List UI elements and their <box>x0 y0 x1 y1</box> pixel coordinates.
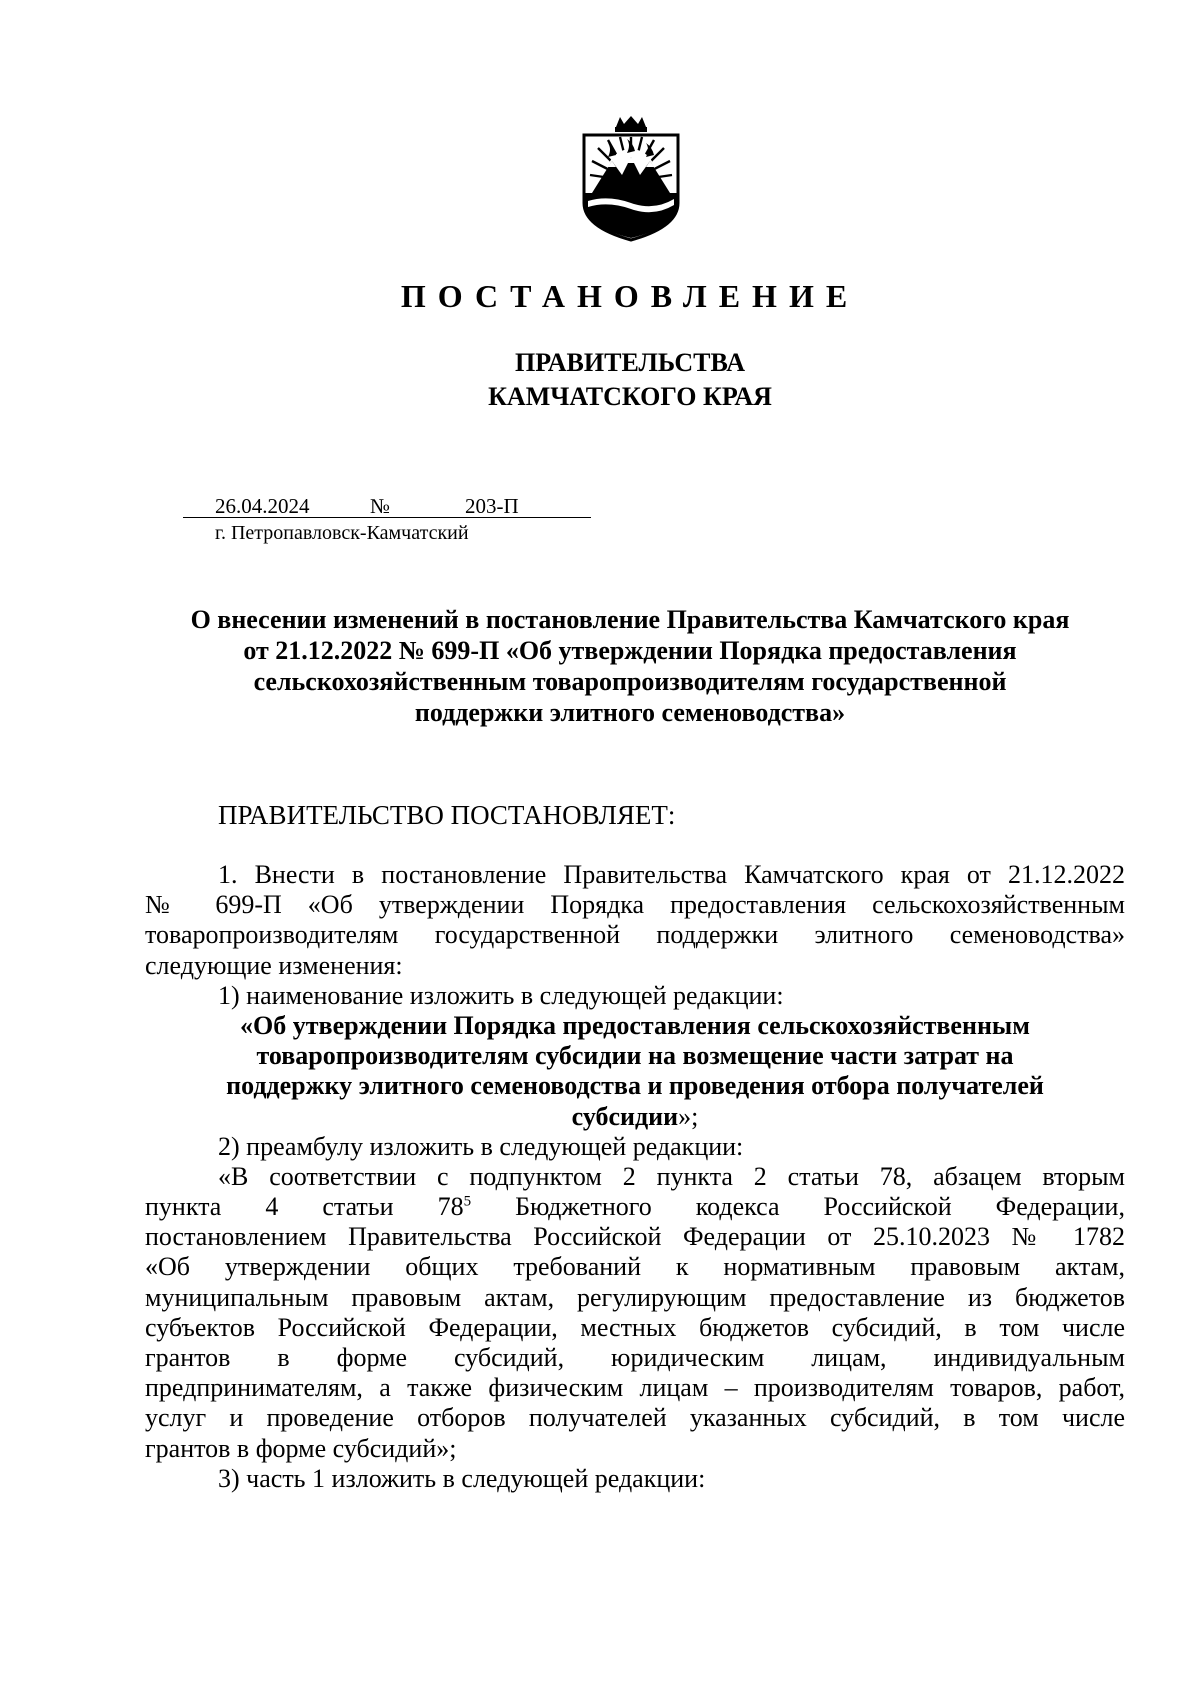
body-line: предпринимателям, а также физическим лицам – производителям товаров, работ, <box>145 1373 1125 1403</box>
body-line: следующие изменения: <box>145 950 403 980</box>
body-line: 1. Внести в постановление Правительства Камчатского края от 21.12.2022 <box>218 860 1125 889</box>
document-number: 203-П <box>465 494 519 518</box>
coat-of-arms-emblem <box>578 115 684 242</box>
document-date: 26.04.2024 <box>215 494 310 518</box>
title-line: О внесении изменений в постановление Правительства Камчатского края <box>190 605 1070 634</box>
number-sign: № <box>370 494 391 518</box>
body-line: муниципальным правовым актам, регулирующим предоставление из бюджетов <box>145 1282 1125 1312</box>
body-line: грантов в форме субсидий, юридическим лицам, индивидуальным <box>145 1343 1125 1372</box>
body-line: товаропроизводителям государственной поддержки элитного семеноводства» <box>145 920 1125 950</box>
decree-phrase: ПРАВИТЕЛЬСТВО ПОСТАНОВЛЯЕТ: <box>218 800 676 830</box>
body-line: № 699-П «Об утверждении Порядка предоставления сельскохозяйственным <box>145 890 1125 920</box>
body-line: 2) преамбулу изложить в следующей редакции: <box>218 1131 744 1161</box>
title-line: от 21.12.2022 № 699-П «Об утверждении Порядка предоставления <box>243 636 1017 665</box>
body-line: «Об утверждении общих требований к нормативным правовым актам, <box>145 1252 1125 1282</box>
body-line: услуг и проведение отборов получателей указанных субсидий, в том числе <box>145 1403 1125 1433</box>
new-name-tail: »; <box>678 1101 699 1131</box>
new-name-line: товаропроизводителям субсидии на возмещение части затрат на <box>256 1041 1014 1071</box>
new-name-line: «Об утверждении Порядка предоставления сельскохозяйственным <box>240 1010 1030 1040</box>
body-line: «В соответствии с подпунктом 2 пункта 2 статьи 78, абзацем вторым <box>218 1161 1125 1191</box>
new-name-last-word: субсидии <box>571 1101 679 1131</box>
issuer-line: ПРАВИТЕЛЬСТВА <box>515 348 745 377</box>
body-line: субъектов Российской Федерации, местных бюджетов субсидий, в том числе <box>145 1312 1125 1342</box>
date-number-line <box>183 495 591 518</box>
new-name-line: поддержку элитного семеноводства и проведения отбора получателей <box>226 1071 1044 1101</box>
document-city: г. Петропавловск-Камчатский <box>215 522 469 544</box>
document-type: ПОСТАНОВЛЕНИЕ <box>400 278 860 314</box>
superscript: 5 <box>463 1193 472 1210</box>
body-line: 3) часть 1 изложить в следующей редакции: <box>218 1463 706 1493</box>
document-body <box>145 860 1125 1494</box>
document-title <box>130 604 1130 728</box>
body-line: постановлением Правительства Российской Федерации от 25.10.2023 № 1782 <box>145 1222 1125 1252</box>
body-line: 1) наименование изложить в следующей редакции: <box>218 980 784 1010</box>
title-line: поддержки элитного семеноводства» <box>414 698 846 727</box>
body-line-with-superscript: пункта 4 статьи $78^5$ Бюджетного кодекса Российской Федерации, <box>145 1192 1125 1222</box>
issuer-name <box>0 346 1200 414</box>
new-name-line-last <box>145 1102 1125 1132</box>
title-line: сельскохозяйственным товаропроизводителям государственной <box>253 667 1007 696</box>
issuer-line: КАМЧАТСКОГО КРАЯ <box>488 382 772 411</box>
body-line: грантов в форме субсидий»; <box>145 1433 457 1463</box>
